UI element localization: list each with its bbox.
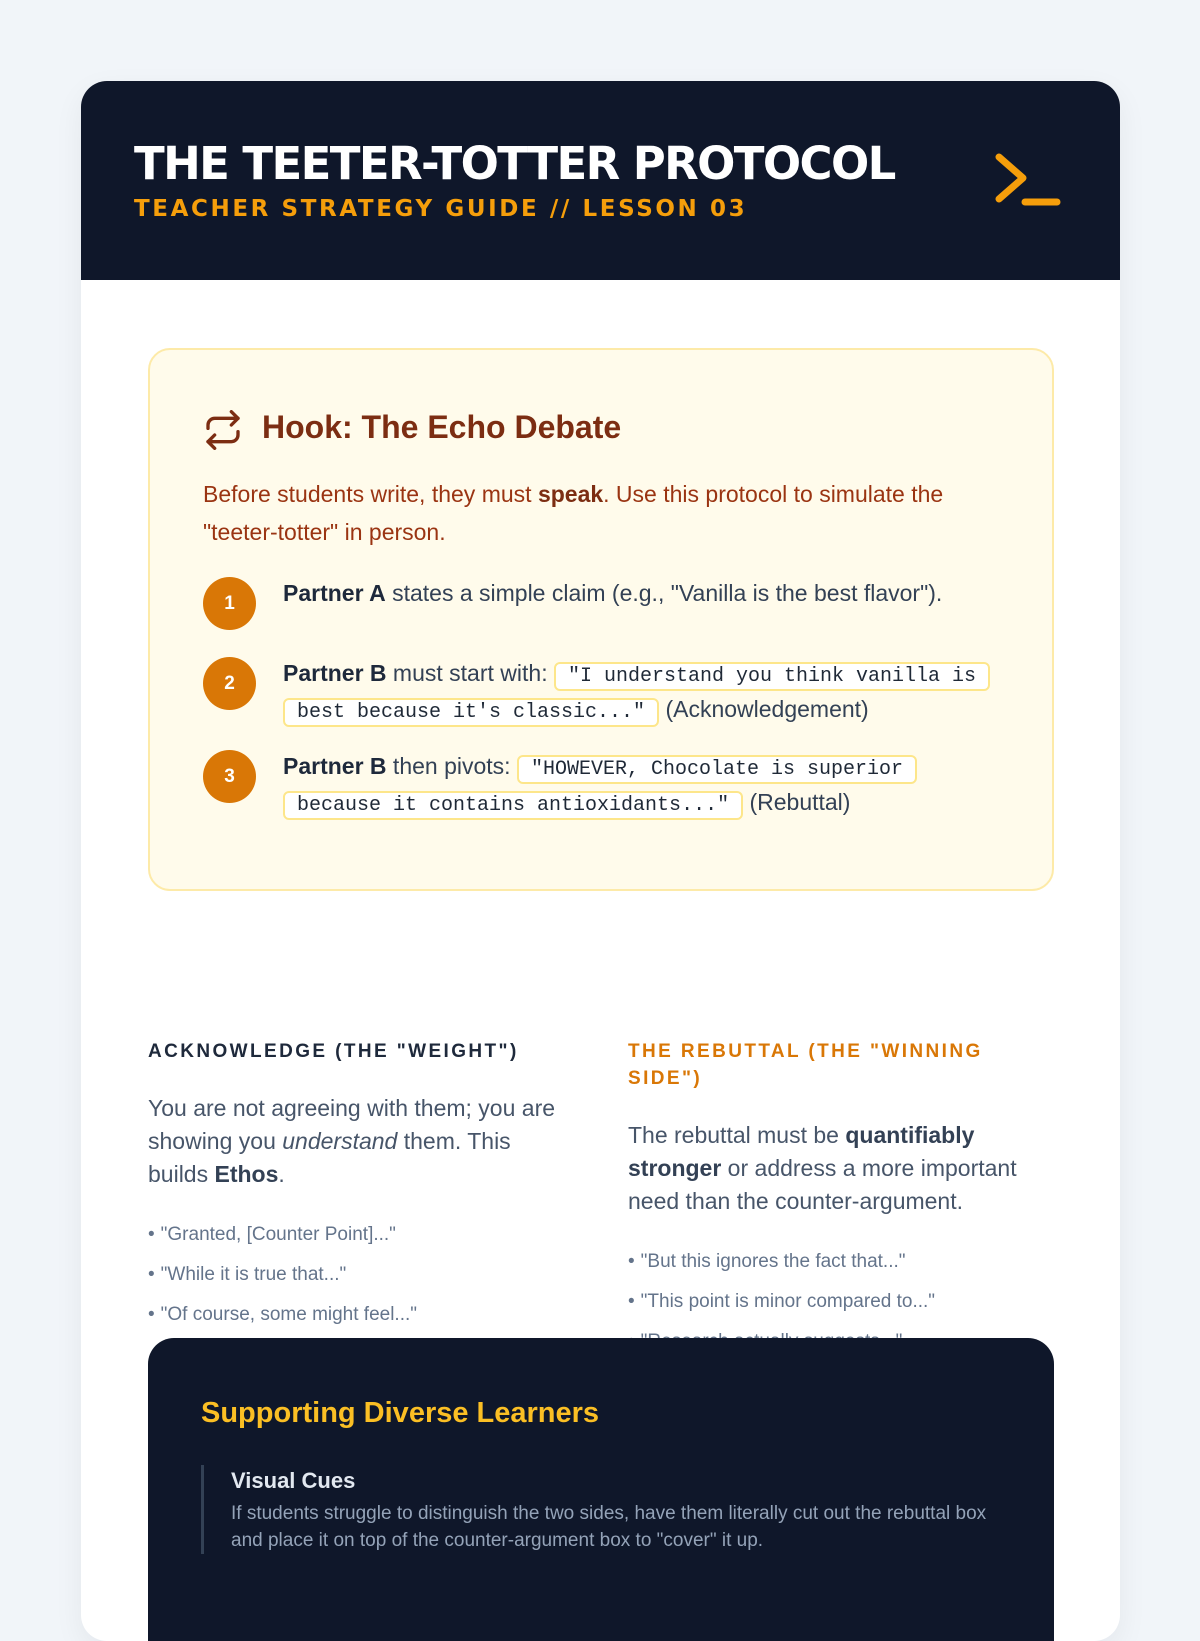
step-number-badge: 1: [203, 577, 256, 630]
list-item: • "This point is minor compared to...": [628, 1291, 936, 1312]
step-number-badge: 3: [203, 750, 256, 803]
step-text: Partner B must start with: "I understand you think vanilla is best because it's classic..." (Acknowledgement): [283, 657, 999, 729]
rebuttal-body: The rebuttal must be quantifiably stronger or address a more important need than the counter-argument.: [628, 1122, 1017, 1214]
acknowledge-column: [148, 1038, 568, 1335]
lesson-card: [81, 81, 1120, 1641]
acknowledge-heading: ACKNOWLEDGE (THE "WEIGHT"): [148, 1041, 519, 1062]
page-subtitle: TEACHER STRATEGY GUIDE // LESSON 03: [134, 196, 748, 222]
support-item: [201, 1465, 1001, 1554]
step-text: Partner A states a simple claim (e.g., "Vanilla is the best flavor").: [283, 580, 943, 606]
rebuttal-column: [628, 1038, 1048, 1362]
repeat-arrows-icon: [203, 410, 243, 450]
diverse-learners-box: [148, 1338, 1054, 1641]
support-item-text: If students struggle to distinguish the two sides, have them literally cut out the rebuttal box and place it on top of the counter-argument box to "cover" it up.: [231, 1503, 987, 1551]
hook-intro-emphasis: speak: [537, 481, 604, 507]
acknowledge-body: You are not agreeing with them; you are showing you understand them. This builds Ethos.: [148, 1095, 556, 1187]
support-title: Supporting Diverse Learners: [201, 1397, 600, 1429]
list-item: • "Granted, [Counter Point]...": [148, 1224, 396, 1245]
rebuttal-heading: THE REBUTTAL (THE "WINNING SIDE"): [628, 1041, 983, 1089]
page-title: THE TEETER-TOTTER PROTOCOL: [134, 137, 895, 190]
step-number-badge: 2: [203, 657, 256, 710]
acknowledge-examples: [148, 1215, 568, 1335]
support-item-title: Visual Cues: [231, 1468, 356, 1493]
hook-intro: Before students write, they must speak. Use this protocol to simulate the "teeter-totter" in person.: [203, 481, 944, 545]
terminal-prompt-icon: [993, 149, 1061, 211]
hook-title: Hook: The Echo Debate: [262, 409, 622, 445]
example-phrase-code: "HOWEVER, Chocolate is superior because it contains antioxidants...": [283, 755, 917, 820]
example-phrase-code: "I understand you think vanilla is best because it's classic...": [283, 662, 990, 727]
list-item: • "While it is true that...": [148, 1264, 347, 1285]
hook-box: [148, 348, 1054, 891]
list-item: • "But this ignores the fact that...": [628, 1251, 906, 1272]
header: [81, 81, 1120, 280]
step-text: Partner B then pivots: "HOWEVER, Chocolate is superior because it contains antioxidants..." (Rebuttal): [283, 750, 999, 822]
list-item: • "Of course, some might feel...": [148, 1304, 418, 1325]
